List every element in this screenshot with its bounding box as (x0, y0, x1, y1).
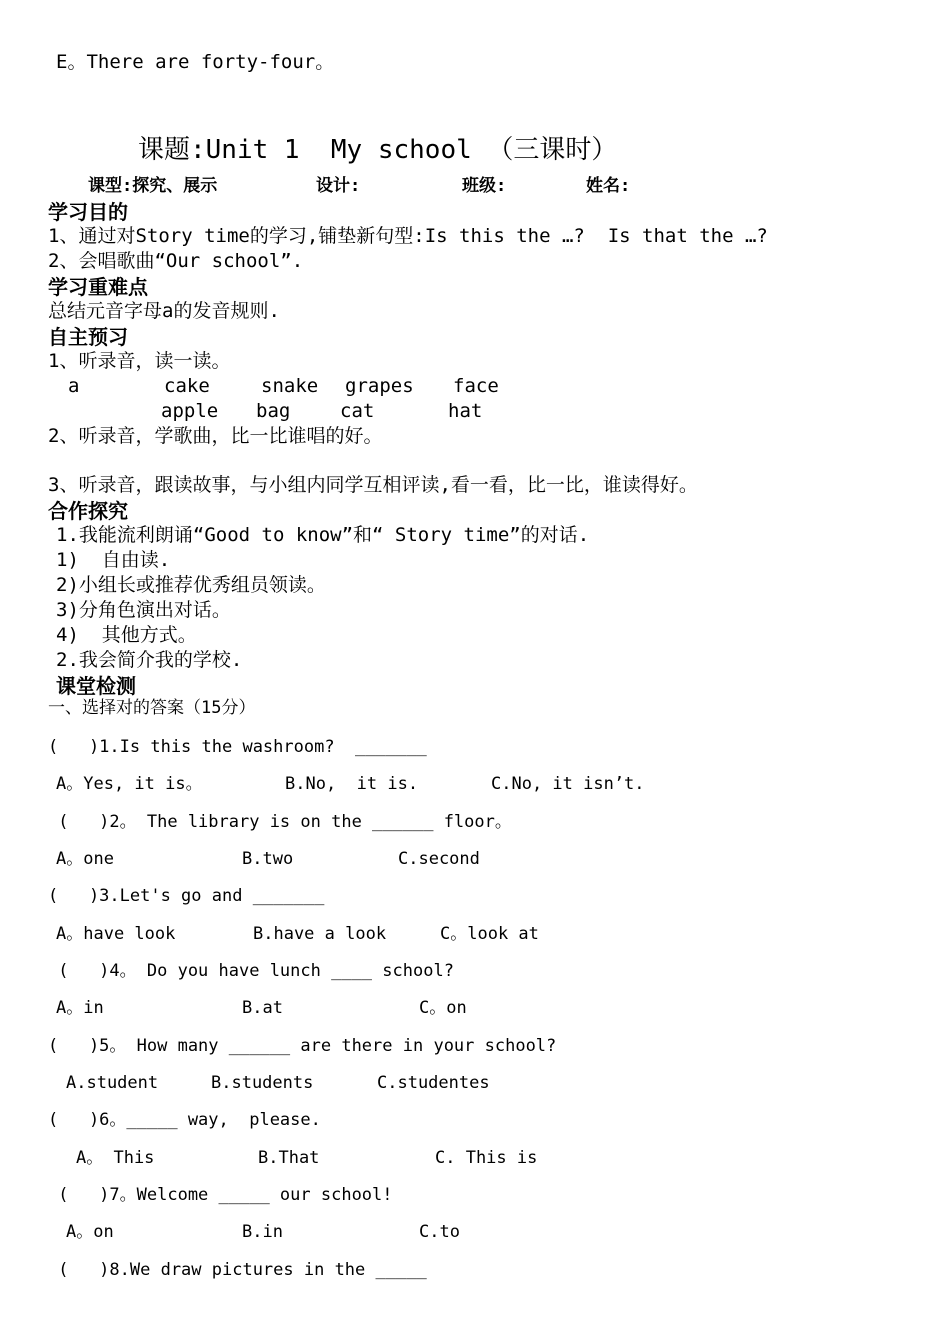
question-2-option-b: B.two (242, 849, 294, 869)
question-1-option-c: C.No, it isn’t. (491, 774, 645, 794)
cooperation-line-1: 1.我能流利朗诵“Good to know”和“ Story time”的对话. (56, 524, 590, 546)
word-apple: apple (161, 400, 219, 422)
key-points-text: 总结元音字母a的发音规则. (48, 300, 280, 322)
question-6-option-c: C. This is (435, 1148, 538, 1168)
word-cat: cat (340, 400, 375, 422)
question-4-option-b: B.at (242, 998, 283, 1018)
question-5-option-a: A.student (66, 1073, 159, 1093)
question-6-option-a: A。 This (76, 1148, 155, 1168)
question-1: ( )1.Is this the washroom? _______ (48, 737, 427, 757)
cooperation-line-2: 1) 自由读. (56, 549, 171, 571)
question-3-option-b: B.have a look (253, 924, 387, 944)
question-8: ( )8.We draw pictures in the _____ (48, 1260, 427, 1280)
cooperation-line-4: 3)分角色演出对话。 (56, 599, 231, 621)
word-face: face (453, 375, 499, 397)
question-2-option-a: A。one (56, 849, 114, 869)
question-5-option-c: C.studentes (377, 1073, 490, 1093)
question-3-option-a: A。have look (56, 924, 176, 944)
question-4: ( )4。 Do you have lunch ____ school? (48, 961, 454, 981)
question-3: ( )3.Let's go and _______ (48, 886, 325, 906)
word-cake: cake (164, 375, 210, 397)
question-6-option-b: B.That (258, 1148, 320, 1168)
question-5: ( )5。 How many ______ are there in your school? (48, 1036, 557, 1056)
question-1-option-b: B.No, it is. (285, 774, 419, 794)
designer-label: 设计: (316, 176, 361, 196)
page-title: 课题:Unit 1 My school （三课时） (138, 135, 618, 165)
word-bag: bag (256, 400, 291, 422)
question-6: ( )6。_____ way, please. (48, 1110, 321, 1130)
objectives-heading: 学习目的 (48, 200, 128, 224)
student-name-label: 姓名: (586, 176, 631, 196)
question-4-option-c: C。on (419, 998, 467, 1018)
word-snake: snake (261, 375, 319, 397)
question-7: ( )7。Welcome _____ our school! (48, 1185, 393, 1205)
class-label: 班级: (462, 176, 507, 196)
question-4-option-a: A。in (56, 998, 104, 1018)
question-2-option-c: C.second (398, 849, 480, 869)
lesson-type: 课型:探究、展示 (88, 176, 218, 196)
cooperation-heading: 合作探究 (48, 499, 128, 523)
word-hat: hat (448, 400, 483, 422)
cooperation-line-5: 4) 其他方式。 (56, 624, 197, 646)
preview-item-2: 2、听录音，学歌曲，比一比谁唱的好。 (48, 425, 383, 447)
question-5-option-b: B.students (211, 1073, 314, 1093)
cooperation-line-3: 2)小组长或推荐优秀组员领读。 (56, 574, 326, 596)
previous-answer-line: E。There are forty-four。 (56, 51, 335, 73)
test-heading: 课堂检测 (56, 674, 136, 698)
question-2: ( )2。 The library is on the ______ floor。 (48, 812, 512, 832)
question-7-option-a: A。on (66, 1222, 114, 1242)
objective-2: 2、会唱歌曲“Our school”. (48, 250, 304, 272)
preview-item-3: 3、听录音，跟读故事，与小组内同学互相评读,看一看，比一比，谁读得好。 (48, 474, 698, 496)
preview-item-1: 1、听录音，读一读。 (48, 350, 231, 372)
cooperation-line-6: 2.我会简介我的学校. (56, 649, 243, 671)
word-grapes: grapes (345, 375, 414, 397)
question-1-option-a: A。Yes, it is。 (56, 774, 203, 794)
question-3-option-c: C。look at (440, 924, 539, 944)
key-points-heading: 学习重难点 (48, 275, 148, 299)
preview-heading: 自主预习 (48, 325, 128, 349)
question-7-option-b: B.in (242, 1222, 283, 1242)
objective-1: 1、通过对Story time的学习,铺垫新句型:Is this the …? Is that the …? (48, 225, 768, 247)
test-section-title: 一、选择对的答案（15分） (48, 698, 256, 718)
word-a: a (68, 375, 80, 397)
question-7-option-c: C.to (419, 1222, 460, 1242)
